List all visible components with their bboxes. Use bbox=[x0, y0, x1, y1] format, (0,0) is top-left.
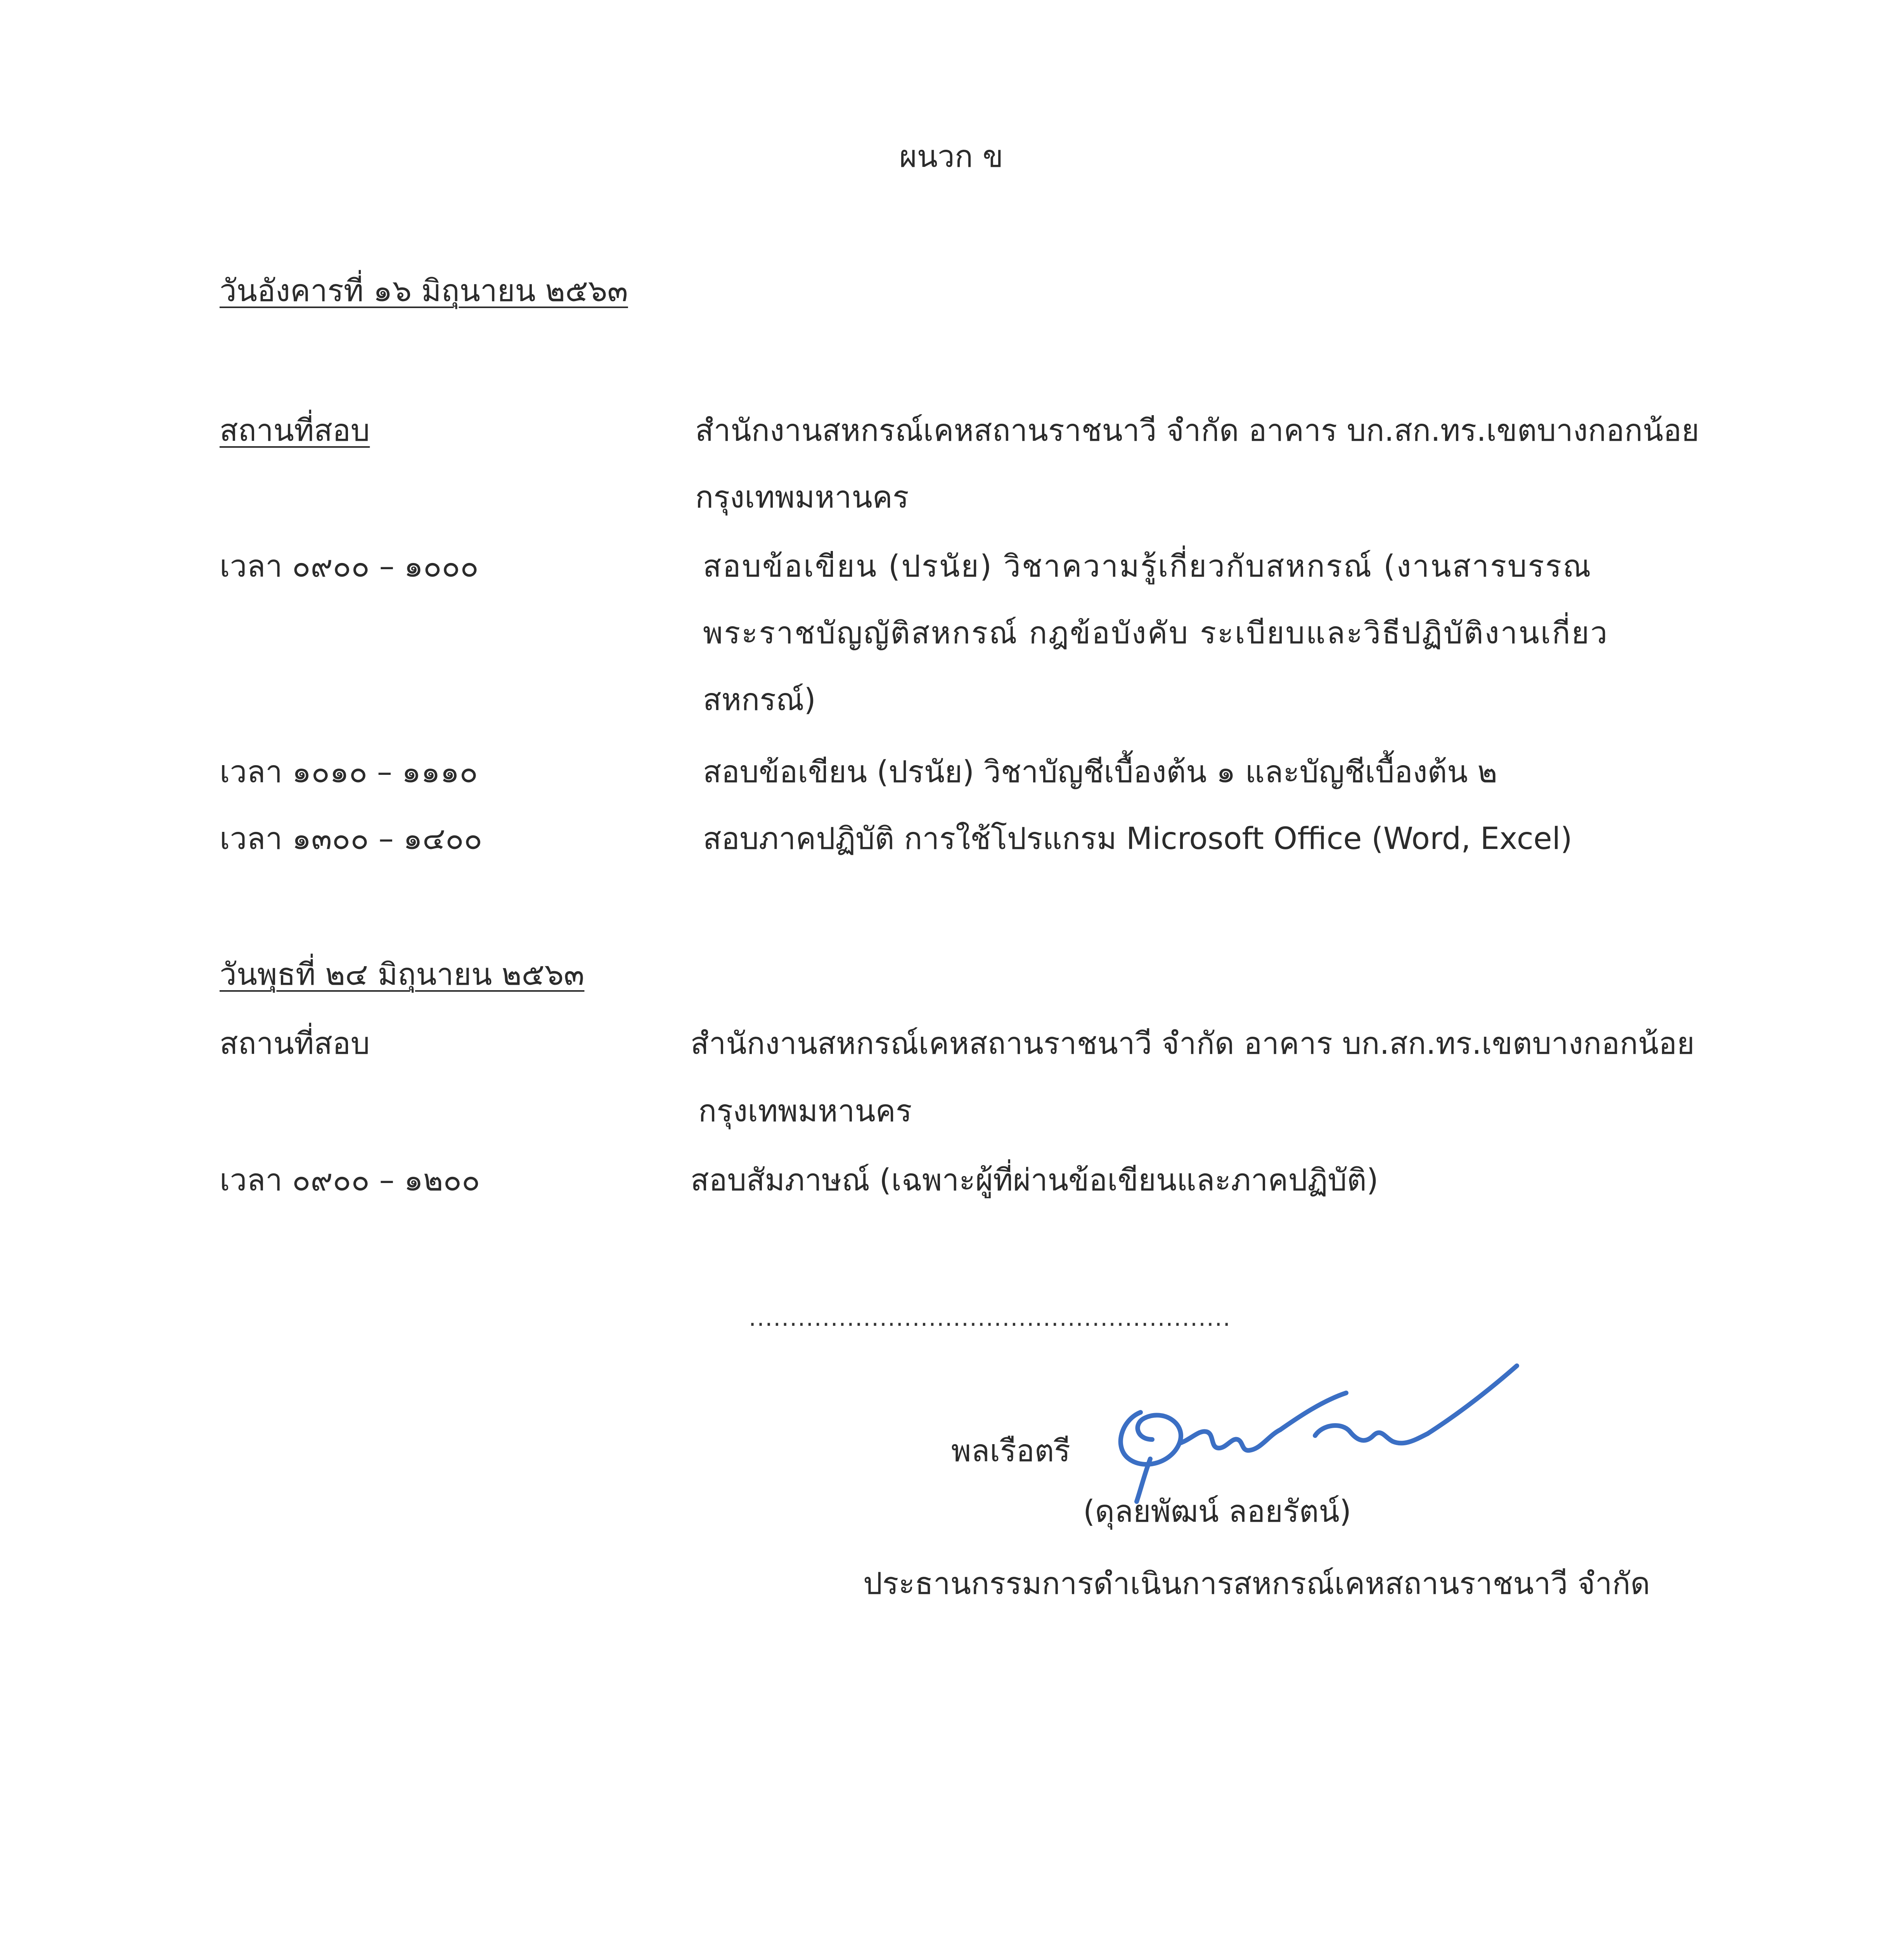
signer-name: (ดุลยพัฒน์ ลอยรัตน์) bbox=[1083, 1494, 1352, 1529]
day2-venue-label: สถานที่สอบ bbox=[220, 1026, 370, 1061]
day2-session1-line1: สอบสัมภาษณ์ (เฉพาะผู้ที่ผ่านข้อเขียนและภาคปฏิบัติ) bbox=[691, 1163, 1379, 1198]
day1-session3-line1: สอบภาคปฏิบัติ การใช้โปรแกรม Microsoft Office (Word, Excel) bbox=[703, 821, 1572, 856]
day1-venue-line1: สำนักงานสหกรณ์เคหสถานราชนาวี จำกัด อาคาร บก.สก.ทร.เขตบางกอกน้อย bbox=[695, 413, 1700, 448]
day1-session1-time: เวลา ๐๙๐๐ – ๑๐๐๐ bbox=[220, 549, 479, 584]
day1-session1-line1: สอบข้อเขียน (ปรนัย) วิชาความรู้เกี่ยวกับสหกรณ์ (งานสารบรรณ bbox=[703, 549, 1592, 584]
handwritten-signature bbox=[1098, 1346, 1532, 1509]
day2-venue-line1: สำนักงานสหกรณ์เคหสถานราชนาวี จำกัด อาคาร บก.สก.ทร.เขตบางกอกน้อย bbox=[691, 1026, 1695, 1061]
day1-venue-label: สถานที่สอบ bbox=[220, 413, 370, 448]
day1-session2-line1: สอบข้อเขียน (ปรนัย) วิชาบัญชีเบื้องต้น ๑ และบัญชีเบื้องต้น ๒ bbox=[703, 755, 1497, 790]
day2-venue-line2: กรุงเทพมหานคร bbox=[698, 1094, 912, 1129]
day1-session1-line3: สหกรณ์) bbox=[703, 682, 816, 717]
day2-date-heading: วันพุธที่ ๒๔ มิถุนายน ๒๕๖๓ bbox=[220, 957, 585, 992]
day1-session2-time: เวลา ๑๐๑๐ – ๑๑๑๐ bbox=[220, 755, 478, 790]
day1-session1-line2: พระราชบัญญัติสหกรณ์ กฎข้อบังคับ ระเบียบและวิธีปฏิบัติงานเกี่ยว bbox=[703, 616, 1609, 651]
signer-rank: พลเรือตรี bbox=[951, 1434, 1071, 1469]
signer-position: ประธานกรรมการดำเนินการสหกรณ์เคหสถานราชนาวี จำกัด bbox=[863, 1566, 1650, 1601]
day2-session1-time: เวลา ๐๙๐๐ – ๑๒๐๐ bbox=[220, 1163, 480, 1198]
day1-venue-line2: กรุงเทพมหานคร bbox=[695, 480, 909, 515]
day1-date-heading: วันอังคารที่ ๑๖ มิถุนายน ๒๕๖๓ bbox=[220, 274, 628, 308]
signature-dotted-line: ........................................................... bbox=[749, 1304, 1231, 1332]
day1-session3-time: เวลา ๑๓๐๐ – ๑๔๐๐ bbox=[220, 821, 483, 856]
annex-title: ผนวก ข bbox=[899, 139, 1004, 174]
